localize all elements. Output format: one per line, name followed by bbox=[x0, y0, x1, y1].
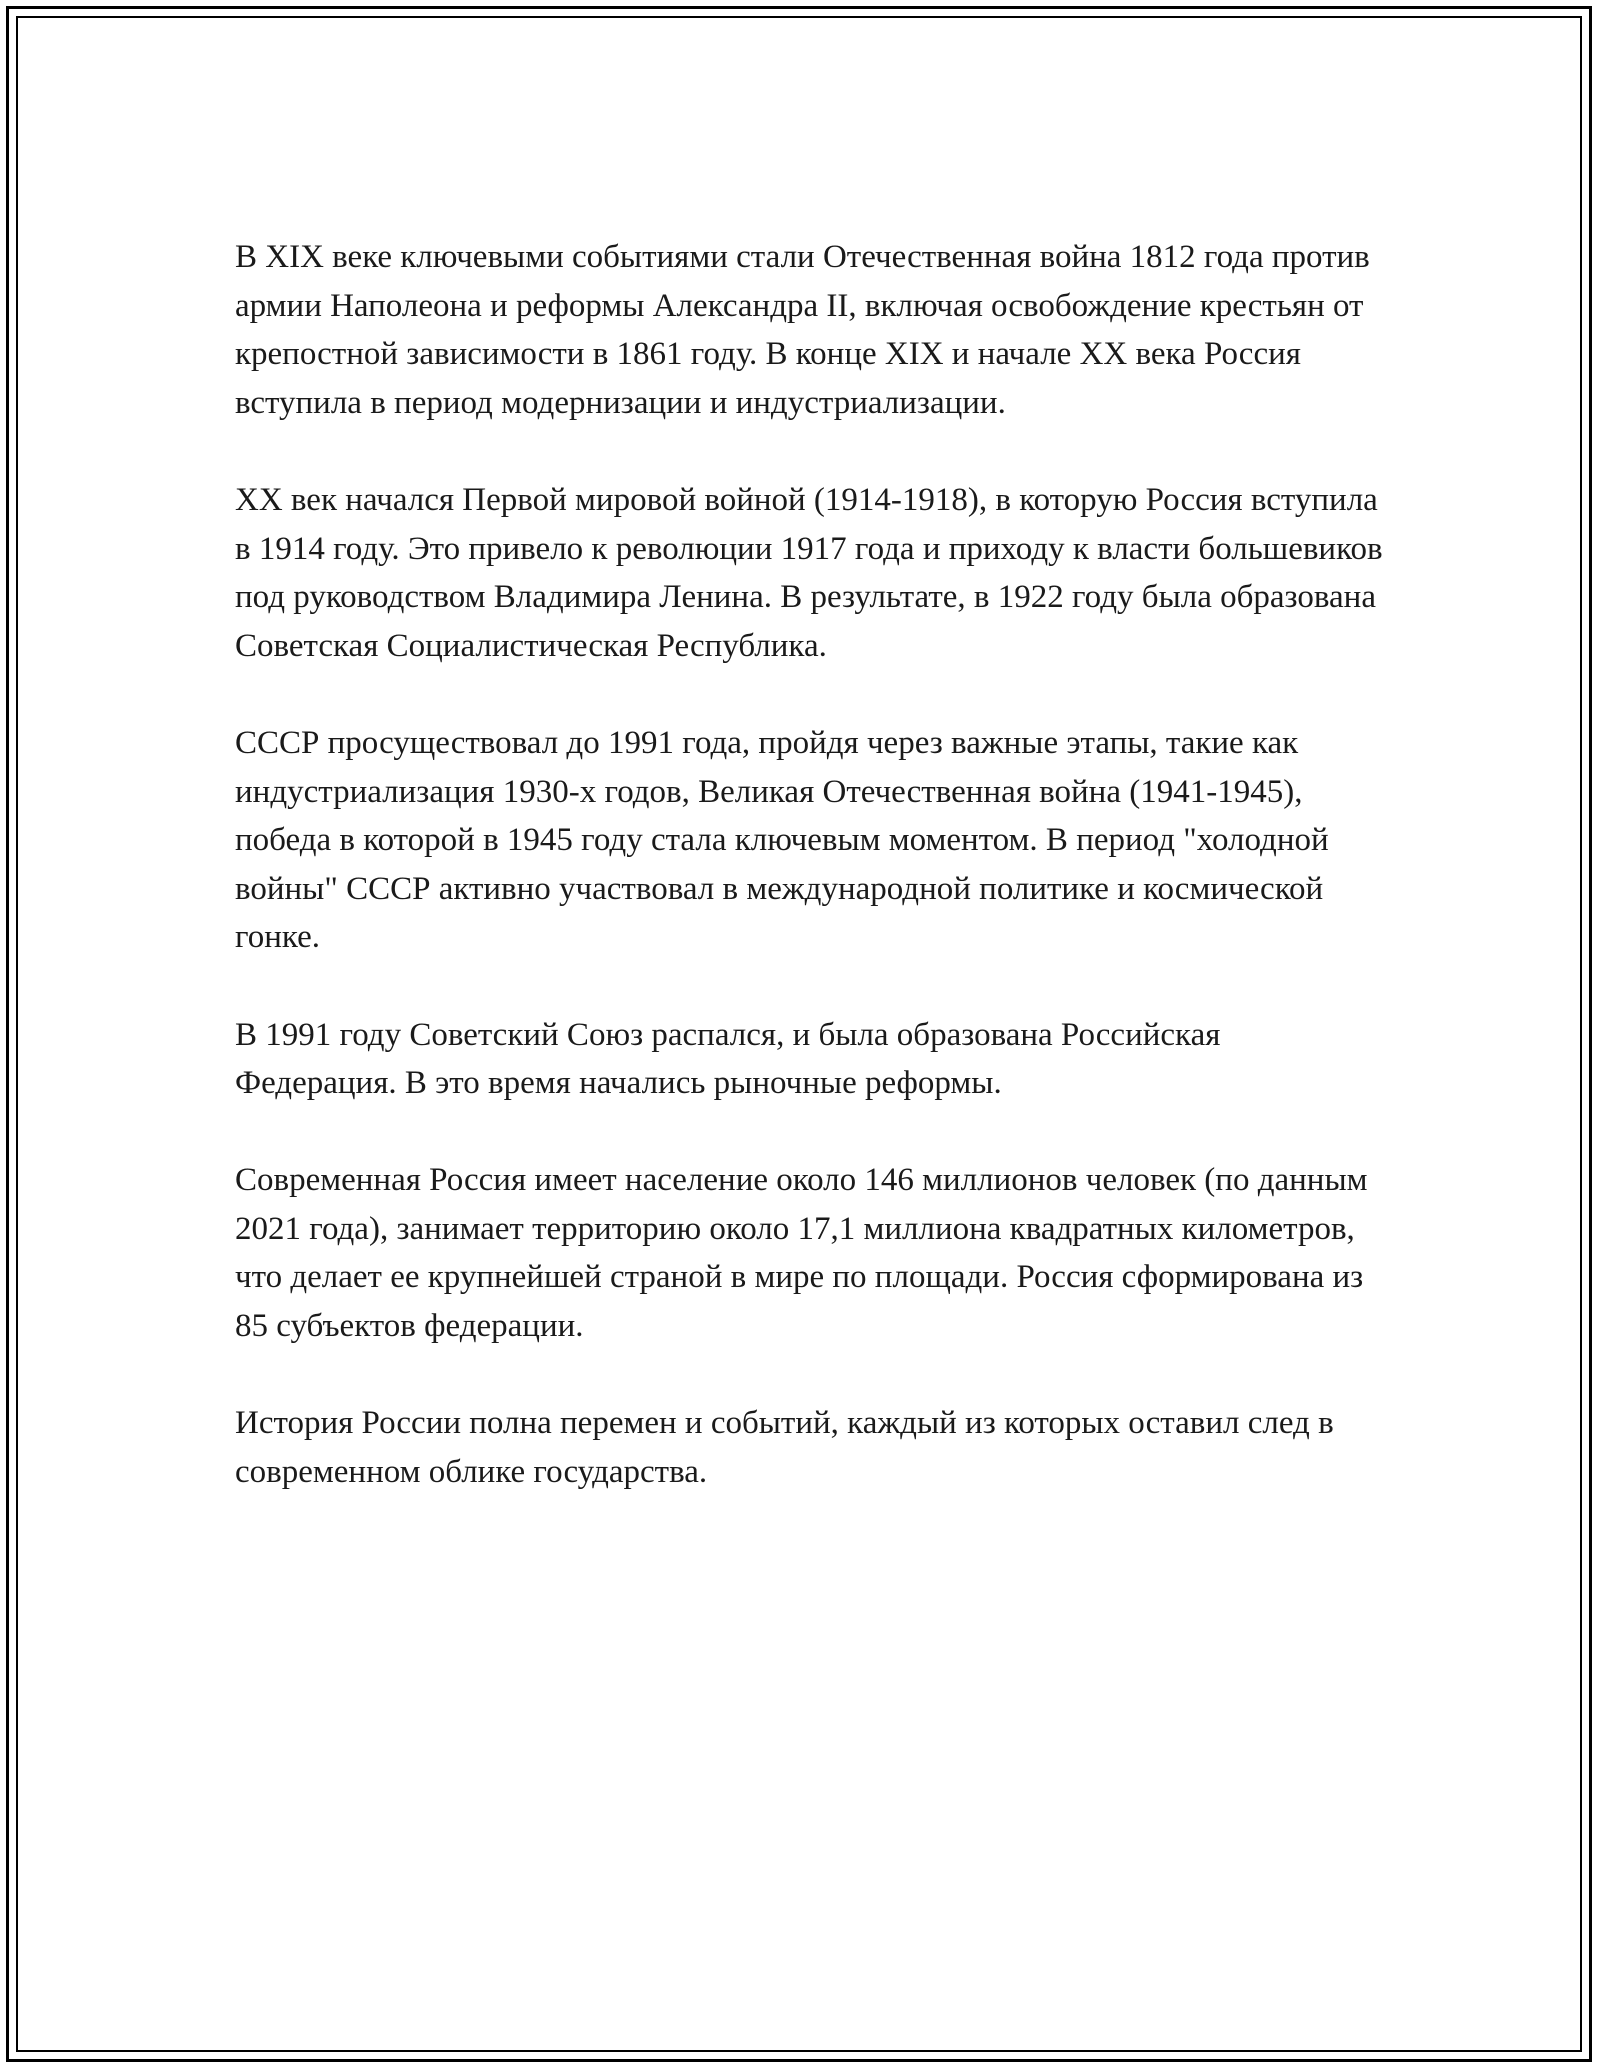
paragraph-modern-russia: Современная Россия имеет население около 146 миллионов человек (по данным 2021 года), занимает территорию около 17,1 миллиона квадратных километров, что делает ее крупнейшей страной в мире по площади. Россия сформирована из 85 субъектов федерации. bbox=[235, 1162, 1368, 1345]
document-body bbox=[235, 233, 1385, 1496]
paragraph-20th-century: XX век начался Первой мировой войной (1914-1918), в которую Россия вступила в 1914 году. Это привело к революции 1917 года и приходу к власти большевиков под руководством Владимира Ленина. В результате, в 1922 году была образована Советская Социалистическая Республика. bbox=[235, 481, 1383, 664]
paragraph-1991: В 1991 году Советский Союз распался, и была образована Российская Федерация. В это время начались рыночные реформы. bbox=[235, 1016, 1221, 1102]
paragraph-conclusion: История России полна перемен и событий, каждый из которых оставил след в современном облике государства. bbox=[235, 1405, 1334, 1490]
paragraph-ussr: СССР просуществовал до 1991 года, пройдя через важные этапы, такие как индустриализация 1930-х годов, Великая Отечественная война (1941-1945), победа в которой в 1945 году стала ключевым моментом. В период "холодной войны" СССР активно участвовал в международной политике и космической гонке. bbox=[235, 724, 1329, 956]
paragraph-19th-century: В XIX веке ключевыми событиями стали Отечественная война 1812 года против армии Наполеона и реформы Александра II, включая освобождение крестьян от крепостной зависимости в 1861 году. В конце XIX и начале XX века Россия вступила в период модернизации и индустриализации. bbox=[235, 239, 1370, 421]
